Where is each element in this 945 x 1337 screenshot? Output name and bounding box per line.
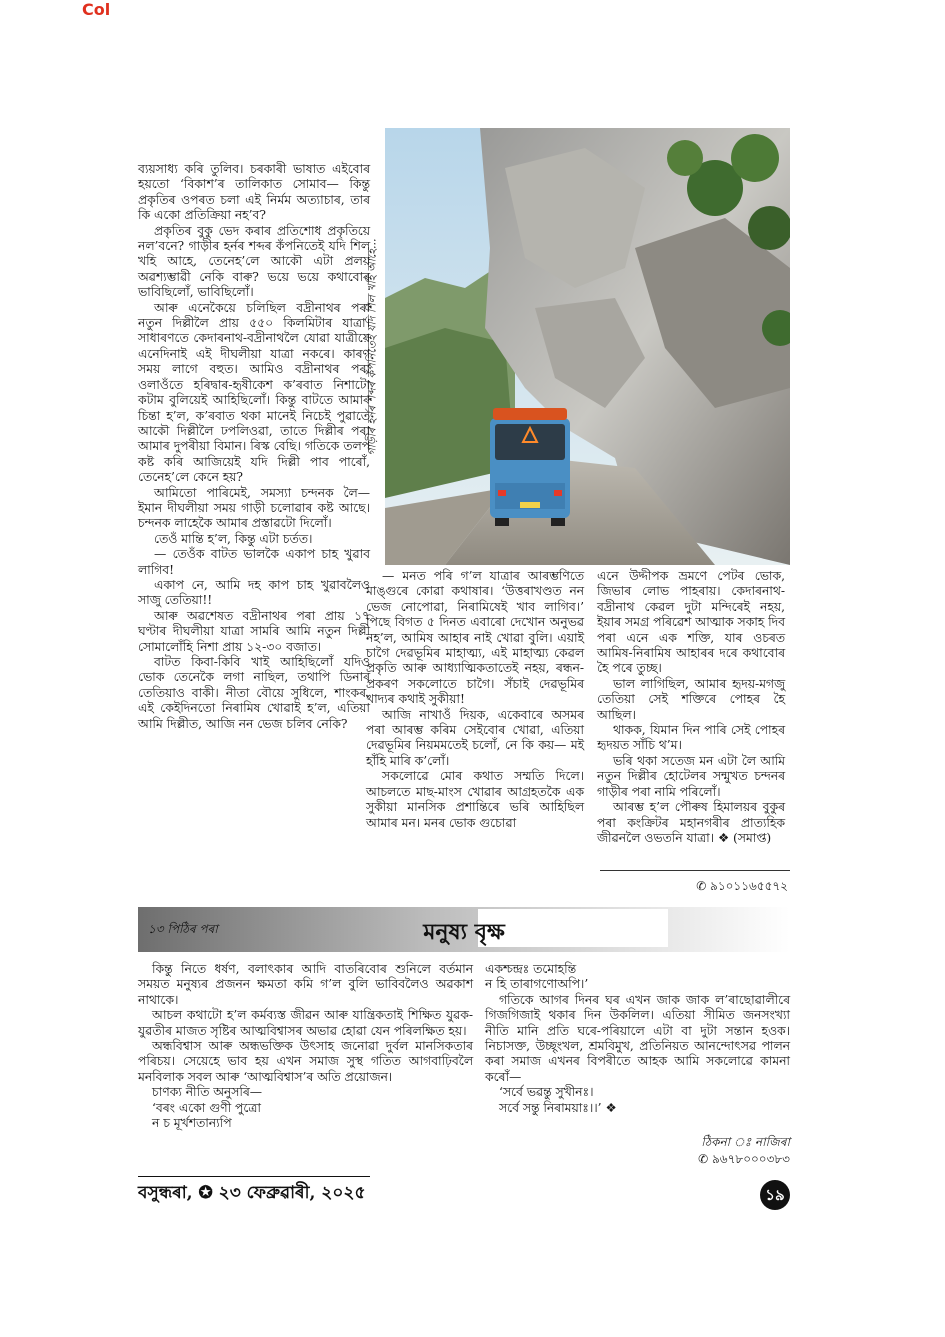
paragraph: ভাল লাগিছিল, আমাৰ হৃদয়-মগজু তেতিয়া সেই শক্তিৰে পোহৰ হৈ আছিল। <box>597 676 785 722</box>
paragraph: আমিতো পাৰিমেই, সমস্যা চন্দনক লৈ— ইমান দীঘলীয়া সময় গাড়ী চলোৱাৰ কষ্ট আছে। চন্দনক লাহেকৈ আমাৰ প্ৰস্তাৱটো দিলোঁ। <box>138 485 370 531</box>
paragraph: — তেওঁক বাটত ভালকৈ একাপ চাহ খুৱাব লাগিব! <box>138 547 370 577</box>
author-phone: ✆ ৯৬৭৮০০০৩৮৩ <box>698 1152 790 1166</box>
paragraph: ভৰি থকা সতেজ মন এটা লৈ আমি নতুন দিল্লীৰ হোটেলৰ সন্মুখত চন্দনৰ গাড়ীৰ পৰা নামি পৰিলোঁ। <box>597 753 785 799</box>
divider <box>600 870 790 871</box>
paragraph: একশ্চন্দ্ৰঃ তমোহন্তি <box>485 962 577 976</box>
paragraph: তেওঁ মান্তি হ’ল, কিন্তু এটা চৰ্তত। <box>154 531 313 546</box>
continued-from-label: ১৩ পিঠিৰ পৰা <box>148 922 218 936</box>
paragraph: থাকক, যিমান দিন পাৰি সেই পোহৰ হৃদয়ত সাঁচি থ’ম। <box>597 723 785 753</box>
paragraph: এনে উদ্দীপক ভ্ৰমণে পেটৰ ভোক, জিভাৰ লোভ পাহৰায়। কেদাৰনাথ-বদ্ৰীনাথ কেৱল দুটা মন্দিৰেই নহয়, ইয়াৰ সমগ্ৰ পৰিৱেশ আত্মাক সকাহ দিব পৰা এনে এক শক্তি, যাৰ ওচৰত আমিষ-নিৰামিষ আহাৰৰ দৰে কথাবোৰ হৈ পৰে তুচ্ছ। <box>597 569 785 676</box>
paragraph: সকলোৱে মোৰ কথাত সম্মতি দিলে। আচলতে মাছ-মাংস খোৱাৰ আগ্ৰহতকৈ এক সুকীয়া মানসিক প্ৰশান্তিৰে ভৰি আহিছিল আমাৰ মন। মনৰ ভোক গুচোৱা <box>366 769 584 830</box>
paragraph: ব্যয়সাধ্য কৰি তুলিব। চৰকাৰী ভাষাত এইবোৰ হয়তো ‘বিকাশ’ৰ তালিকাত সোমাব— কিন্তু প্ৰকৃতিৰ ওপৰত চলা এই নিৰ্মম অত্যাচাৰ, তাৰ কি একো প্ৰতিক্ৰিয়া নহ’ব? <box>138 162 370 223</box>
paragraph: অন্ধবিশ্বাস আৰু অন্ধভক্তিক উৎসাহ জনোৱা দুৰ্বল মানসিকতাৰ পৰিচয়। সেয়েহে ভাব হয় এখন সমাজ সুস্থ গতিত আগবাঢ়িবলৈ মনবিলাক সবল আৰু ‘আত্মবিশ্বাস’ৰ অতি প্ৰয়োজন। <box>138 1039 473 1084</box>
paragraph: সৰ্বে সন্তু নিৰাময়াঃ।।’ ❖ <box>499 1100 617 1115</box>
paragraph: আৰু অৱশেষত বদ্ৰীনাথৰ পৰা প্ৰায় ১৭ ঘণ্টাৰ দীঘলীয়া যাত্ৰা সামৰি আমি নতুন দিল্লী সোমালোঁহি নিশা প্ৰায় ১২-৩০ বজাত। <box>138 608 370 654</box>
author-address: ঠিকনা ঃ নাজিৰা <box>701 1135 790 1149</box>
paragraph: ‘বৰং একো গুণী পুত্ৰো <box>152 1100 261 1115</box>
mountain-road-bus-photo <box>385 128 790 565</box>
paragraph: গতিকে আগৰ দিনৰ ঘৰ এখন জাক জাক ল’ৰাছোৱালীৰে গিজগিজাই থকাৰ দিন উকলিল। এতিয়া সীমিত জনসংখ্যা নীতি মানি প্ৰতি ঘৰে-পৰিয়ালে এটা বা দুটা সন্তান হওক। নিচাসক্ত, উচ্ছৃংখল, শ্ৰমবিমুখ, প্ৰতিনিয়ত আনন্দোৎসৱ পালন কৰা সমাজ এখনৰ বিপৰীতে আহক আমি সকলোৱে কামনা কৰোঁ— <box>485 992 790 1084</box>
magazine-footer: বসুন্ধৰা, ✪ ২৩ ফেব্ৰুৱাৰী, ২০২৫ <box>138 1183 366 1203</box>
photo-caption: গাড়ীৰ হৰ্নৰ শব্দৰ কঁপনিতেই যদি শিল খহি আহে... <box>365 237 379 456</box>
article-2-column-left <box>138 962 473 1131</box>
author-phone: ✆ ৯১০১১৬৫৫৭২ <box>696 879 788 893</box>
paragraph: আৰম্ভ হ’ল পৌৰুষ হিমালয়ৰ বুকুৰ পৰা কংক্ৰিটৰ মহানগৰীৰ প্ৰাত্যহিক জীৱনলৈ ওভতনি যাত্ৰা। ❖ (সমাপ্ত) <box>597 800 785 845</box>
paragraph: ন চ মূৰ্খশতান্যপি <box>152 1116 232 1131</box>
paragraph: একাপ নে, আমি দহ কাপ চাহ খুৱাবলৈও সাজু তেতিয়া!! <box>138 577 370 608</box>
article-column-2 <box>366 569 584 831</box>
article-2-column-right <box>485 962 790 1116</box>
paragraph: ‘সৰ্বে ভৱন্তু সুখীনঃ। <box>499 1085 594 1100</box>
paragraph: আজি নাখাওঁ দিয়ক, একেবাৰে অসমৰ পৰা আৰম্ভ কৰিম সেইবোৰ খোৱা, এতিয়া দেৱভূমিৰ নিয়মমতেই চলোঁ, নে কি কয়— মই হাঁহি মাৰি ক’লোঁ। <box>366 707 584 768</box>
paragraph: ন হি তাৰাগণোঅপি।’ <box>485 977 589 992</box>
color-mark: Col <box>82 0 111 19</box>
page-number: ১৯ <box>760 1180 790 1210</box>
paragraph: প্ৰকৃতিৰ বুকু ভেদ কৰাৰ প্ৰতিশোধ প্ৰকৃতিয়ে নল’বনে? গাড়ীৰ হৰ্নৰ শব্দৰ কঁপনিতেই যদি শিল খহি আহে, তেনেহ’লে আকৌ এটা প্ৰলয় অৱশ্যম্ভাৱী নেকি বাৰু? ভয়ে ভয়ে কথাবোৰ ভাবিছিলোঁ, ভাবিছিলোঁ। <box>138 223 370 300</box>
section-header-band <box>138 907 790 952</box>
paragraph: চাণক্য নীতি অনুসৰি— <box>152 1085 263 1100</box>
article-column-3 <box>597 569 785 846</box>
article-title: মনুষ্য বৃক্ষ <box>423 919 505 945</box>
paragraph: আৰু এনেকৈয়ে চলিছিল বদ্ৰীনাথৰ পৰা নতুন দিল্লীলৈ প্ৰায় ৫৫০ কিলমিটাৰ যাত্ৰা। সাধাৰণতে কেদাৰনাথ-বদ্ৰীনাথলৈ যোৱা যাত্ৰীয়ে এনেদিনাই এই দীঘলীয়া যাত্ৰা নকৰে। কাৰণ সময় লাগে বহুত। আমিও বদ্ৰীনাথৰ পৰা ওলাওঁতে হৰিদ্বাৰ-হৃষীকেশ ক’ৰবাত নিশাটো কটাম বুলিয়েই আহিছিলোঁ। কিন্তু বাটতে আমাৰ চিন্তা হ’ল, ক’ৰবাত থকা মানেই নিচেই পুৱাতে আকৌ দিল্লীলৈ ঢপলিওৱা, তাতে দিল্লীৰ পৰা আমাৰ দুপৰীয়া বিমান। ৰিস্ক বেছি। গতিকে তলপ কষ্ট কৰি আজিয়েই যদি দিল্লী পাব পাৰোঁ, তেনেহ’লে কেনে হয়? <box>138 300 370 485</box>
author-signature <box>698 1134 790 1168</box>
paragraph: — মনত পৰি গ’ল যাত্ৰাৰ আৰম্ভণিতে মাঙ্গুৰে কোৱা কথাষাৰ। ‘উত্তৰাখণ্ডত নন ভেজ নোপোৱা, নিৰামিষেই খাব লাগিব।’ পিছে বিগত ৫ দিনত এবাৰো দেখোন অনুভৱ নহ’ল, আমিষ আহাৰ নাই খোৱা বুলি। এয়াই চাগৈ দেৱভূমিৰ মাহাত্ম্য, এই মাহাত্ম্য কেৱল প্ৰকৃতি আৰু আধ্যাত্মিকতাতেই নহয়, ৰন্ধন-প্ৰকৰণ সকলোতে চাগৈ। সঁচাই দেৱভূমিৰ খাদ্যৰ কথাই সুকীয়া! <box>366 569 584 707</box>
paragraph: আচল কথাটো হ’ল কৰ্মব্যস্ত জীৱন আৰু যান্ত্ৰিকতাই শিক্ষিত যুৱক-যুৱতীৰ মাজত সৃষ্টিৰ আত্মবিশ্বাসৰ অভাৱ হোৱা যেন পৰিলক্ষিত হয়। <box>138 1008 473 1038</box>
paragraph: কিন্তু নিতে ধৰ্ষণ, বলাৎকাৰ আদি বাতৰিবোৰ শুনিলে বৰ্তমান সময়ত মনুষ্যৰ প্ৰজনন ক্ষমতা কমি গ’ল বুলি ভাবিবলৈও অৱকাশ নাথাকে। <box>138 962 473 1007</box>
paragraph: বাটত কিবা-কিবি খাই আহিছিলোঁ যদিও ভোক তেনেকৈ লগা নাছিল, তথাপি ডিনাৰ তেতিয়াও বাকী। নীতা বৌয়ে সুধিলে, শাংকৰ, এই কেইদিনতো নিৰামিষ খোৱাই হ’ল, এতিয়া আমি দিল্লীত, আজি নন ভেজ চলিব নেকি? <box>138 655 370 731</box>
footer-divider <box>138 1176 370 1177</box>
article-column-1 <box>138 162 370 732</box>
